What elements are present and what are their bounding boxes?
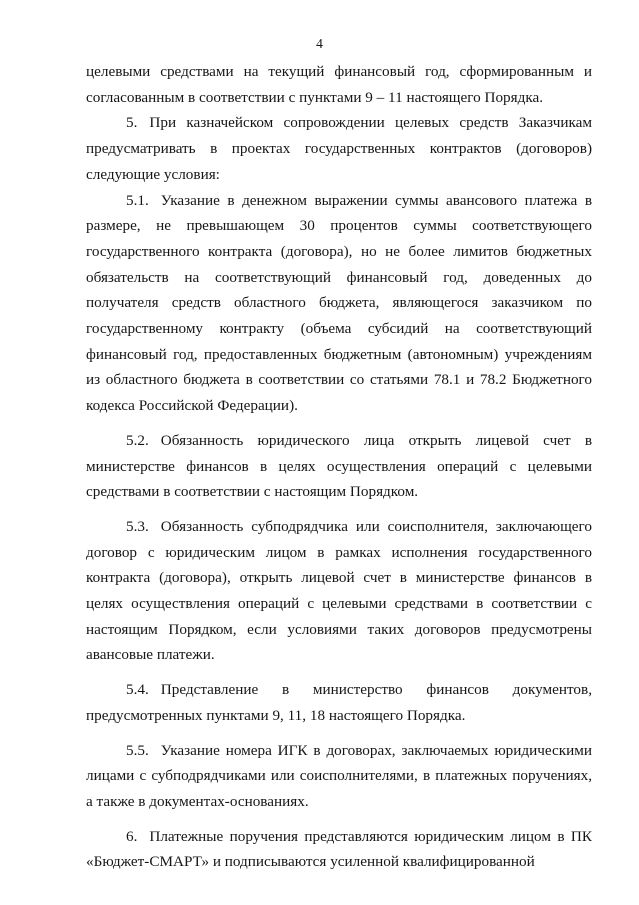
paragraph-number: 5.5. (126, 741, 149, 759)
paragraph-5-2 (86, 428, 592, 505)
paragraph-5-4 (86, 677, 592, 728)
paragraph-text: Указание номера ИГК в договорах, заключаемых юридическими лицами с субподрядчиками или соисполнителями, в платежных поручениях, а также в документах-основаниях. (86, 741, 592, 810)
paragraph-number: 5.4. (126, 681, 149, 699)
paragraph-number: 6. (126, 827, 138, 845)
paragraph-number: 5.2. (126, 431, 149, 449)
paragraph-5 (86, 110, 592, 187)
paragraph-number: 5.1. (126, 191, 149, 209)
paragraph-text: Обязанность субподрядчика или соисполнителя, заключающего договор с юридическим лицом в рамках исполнения государственного контракта (договора), открыть лицевой счет в министерстве финансов в целях осуществления операций с целевыми средствами в соответствии с настоящим Порядком, если условиями таких договоров предусмотрены авансовые платежи. (86, 517, 592, 664)
page-number: 4 (316, 36, 323, 51)
paragraph-5-3 (86, 514, 592, 668)
paragraph-number: 5.3. (126, 517, 149, 535)
paragraph-text: целевыми средствами на текущий финансовый год, сформированным и согласованным в соответствии с пунктами 9 – 11 настоящего Порядка. (86, 63, 592, 106)
paragraph-text: Обязанность юридического лица открыть лицевой счет в министерстве финансов в целях осуществления операций с целевыми средствами в соответствии с настоящим Порядком. (86, 431, 592, 501)
document-body (86, 59, 592, 875)
paragraph-5-5 (86, 738, 592, 815)
paragraph-text: Указание в денежном выражении суммы авансового платежа в размере, не превышающем 30 процентов суммы соответствующего государственного контракта (договора), но не более лимитов бюджетных обязательств на соответствующий финансовый год, доведенных до получателя средств областного бюджета, являющегося заказчиком по государственному контракту (объема субсидий на соответствующий финансовый год, предоставленных бюджетным (автономным) учреждениям из областного бюджета в соответствии со статьями 78.1 и 78.2 Бюджетного кодекса Российской Федерации). (86, 191, 592, 415)
paragraph-number: 5. (126, 114, 138, 132)
paragraph-text: Представление в министерство финансов документов, предусмотренных пунктами 9, 11, 18 настоящего Порядка. (86, 681, 592, 724)
paragraph-text: Платежные поручения представляются юридическим лицом в ПК «Бюджет-СМАРТ» и подписываются усиленной квалифицированной (86, 827, 592, 871)
paragraph-5-1 (86, 188, 592, 419)
paragraph-text: При казначейском сопровождении целевых средств Заказчикам предусматривать в проектах государственных контрактов (договоров) следующие условия: (86, 114, 592, 183)
paragraph-continuation (86, 59, 592, 110)
paragraph-6 (86, 824, 592, 875)
